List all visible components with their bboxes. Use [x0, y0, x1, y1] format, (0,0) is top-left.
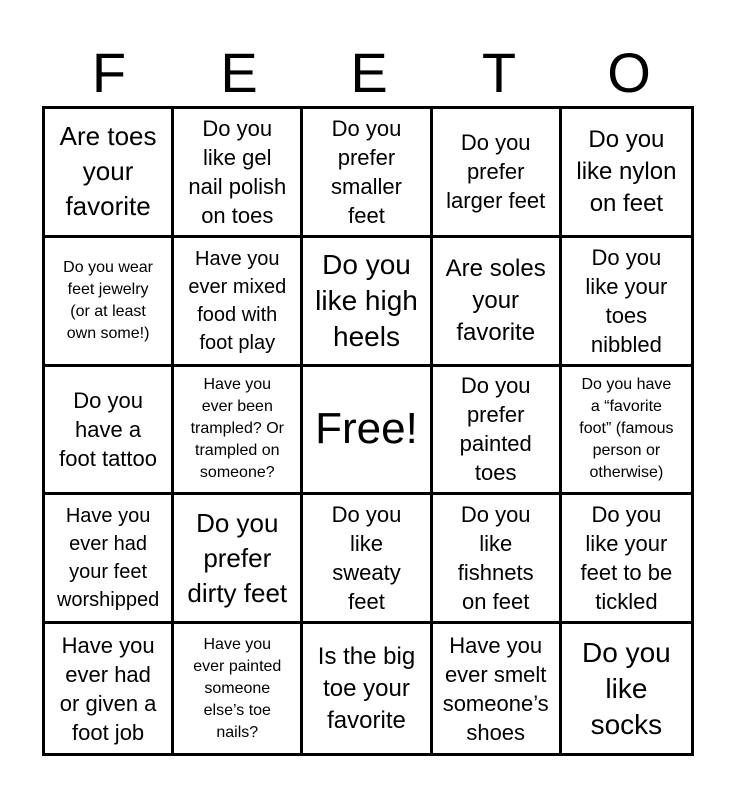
- header-letter-2: E: [220, 41, 258, 104]
- bingo-grid: [42, 106, 694, 756]
- cell-text: Do you like nylon on feet: [576, 125, 677, 217]
- bingo-cell[interactable]: [562, 109, 691, 238]
- cell-text: Is the big toe your favorite: [317, 642, 416, 734]
- cell-text: Do you like socks: [582, 636, 671, 740]
- bingo-cell[interactable]: [433, 495, 562, 624]
- cell-text: Do you prefer smaller feet: [331, 115, 402, 228]
- header-letter-1: F: [91, 41, 127, 104]
- cell-text: Are soles your favorite: [445, 254, 546, 346]
- header-letter-4: T: [481, 41, 517, 104]
- cell-text: Do you wear feet jewelry (or at least own some!): [63, 258, 153, 342]
- bingo-cell[interactable]: [562, 495, 691, 624]
- cell-text: Have you ever painted someone else’s toe nails?: [193, 635, 282, 741]
- bingo-cell[interactable]: [303, 495, 432, 624]
- bingo-cell[interactable]: [174, 238, 303, 367]
- bingo-cell[interactable]: [174, 109, 303, 238]
- cell-text: Do you have a foot tattoo: [59, 387, 158, 471]
- bingo-cell[interactable]: [433, 238, 562, 367]
- bingo-cell[interactable]: [562, 238, 691, 367]
- cell-text: Do you like your toes nibbled: [585, 244, 668, 357]
- cell-text: Do you like gel nail polish on toes: [188, 115, 287, 228]
- bingo-cell[interactable]: [174, 495, 303, 624]
- bingo-cell[interactable]: [45, 624, 174, 753]
- cell-text: Do you like fishnets on feet: [457, 502, 534, 615]
- free-space-cell[interactable]: [303, 367, 432, 496]
- cell-text: Do you prefer painted toes: [459, 373, 532, 486]
- cell-text: Are toes your favorite: [59, 121, 157, 222]
- cell-text: Do you like high heels: [315, 248, 418, 352]
- header-letter-3: E: [350, 41, 388, 104]
- bingo-cell[interactable]: [45, 495, 174, 624]
- bingo-cell[interactable]: [562, 367, 691, 496]
- bingo-cell[interactable]: [45, 367, 174, 496]
- cell-text: Do you like your feet to be tickled: [580, 502, 673, 615]
- cell-text: Have you ever had or given a foot job: [59, 632, 157, 745]
- bingo-cell[interactable]: [562, 624, 691, 753]
- cell-text: Have you ever smelt someone’s shoes: [442, 632, 549, 745]
- bingo-cell[interactable]: [433, 624, 562, 753]
- bingo-cell[interactable]: [303, 238, 432, 367]
- bingo-cell[interactable]: [45, 109, 174, 238]
- bingo-header: [44, 40, 694, 106]
- bingo-cell[interactable]: [433, 109, 562, 238]
- bingo-cell[interactable]: [45, 238, 174, 367]
- bingo-cell[interactable]: [174, 367, 303, 496]
- cell-text: Do you prefer larger feet: [446, 130, 546, 214]
- header-letter-5: O: [607, 41, 651, 104]
- bingo-cell[interactable]: [303, 109, 432, 238]
- cell-text: Do you have a “favorite foot” (famous person or otherwise): [579, 376, 674, 482]
- cell-text: Have you ever had your feet worshipped: [56, 505, 160, 612]
- cell-text: Do you prefer dirty feet: [187, 507, 288, 608]
- bingo-cell[interactable]: [433, 367, 562, 496]
- bingo-cell[interactable]: [174, 624, 303, 753]
- cell-text: Have you ever been trampled? Or trampled on someone?: [190, 376, 284, 482]
- cell-text: Have you ever mixed food with foot play: [188, 247, 287, 354]
- bingo-cell[interactable]: [303, 624, 432, 753]
- free-space-text: Free!: [315, 404, 418, 454]
- cell-text: Do you like sweaty feet: [331, 502, 402, 615]
